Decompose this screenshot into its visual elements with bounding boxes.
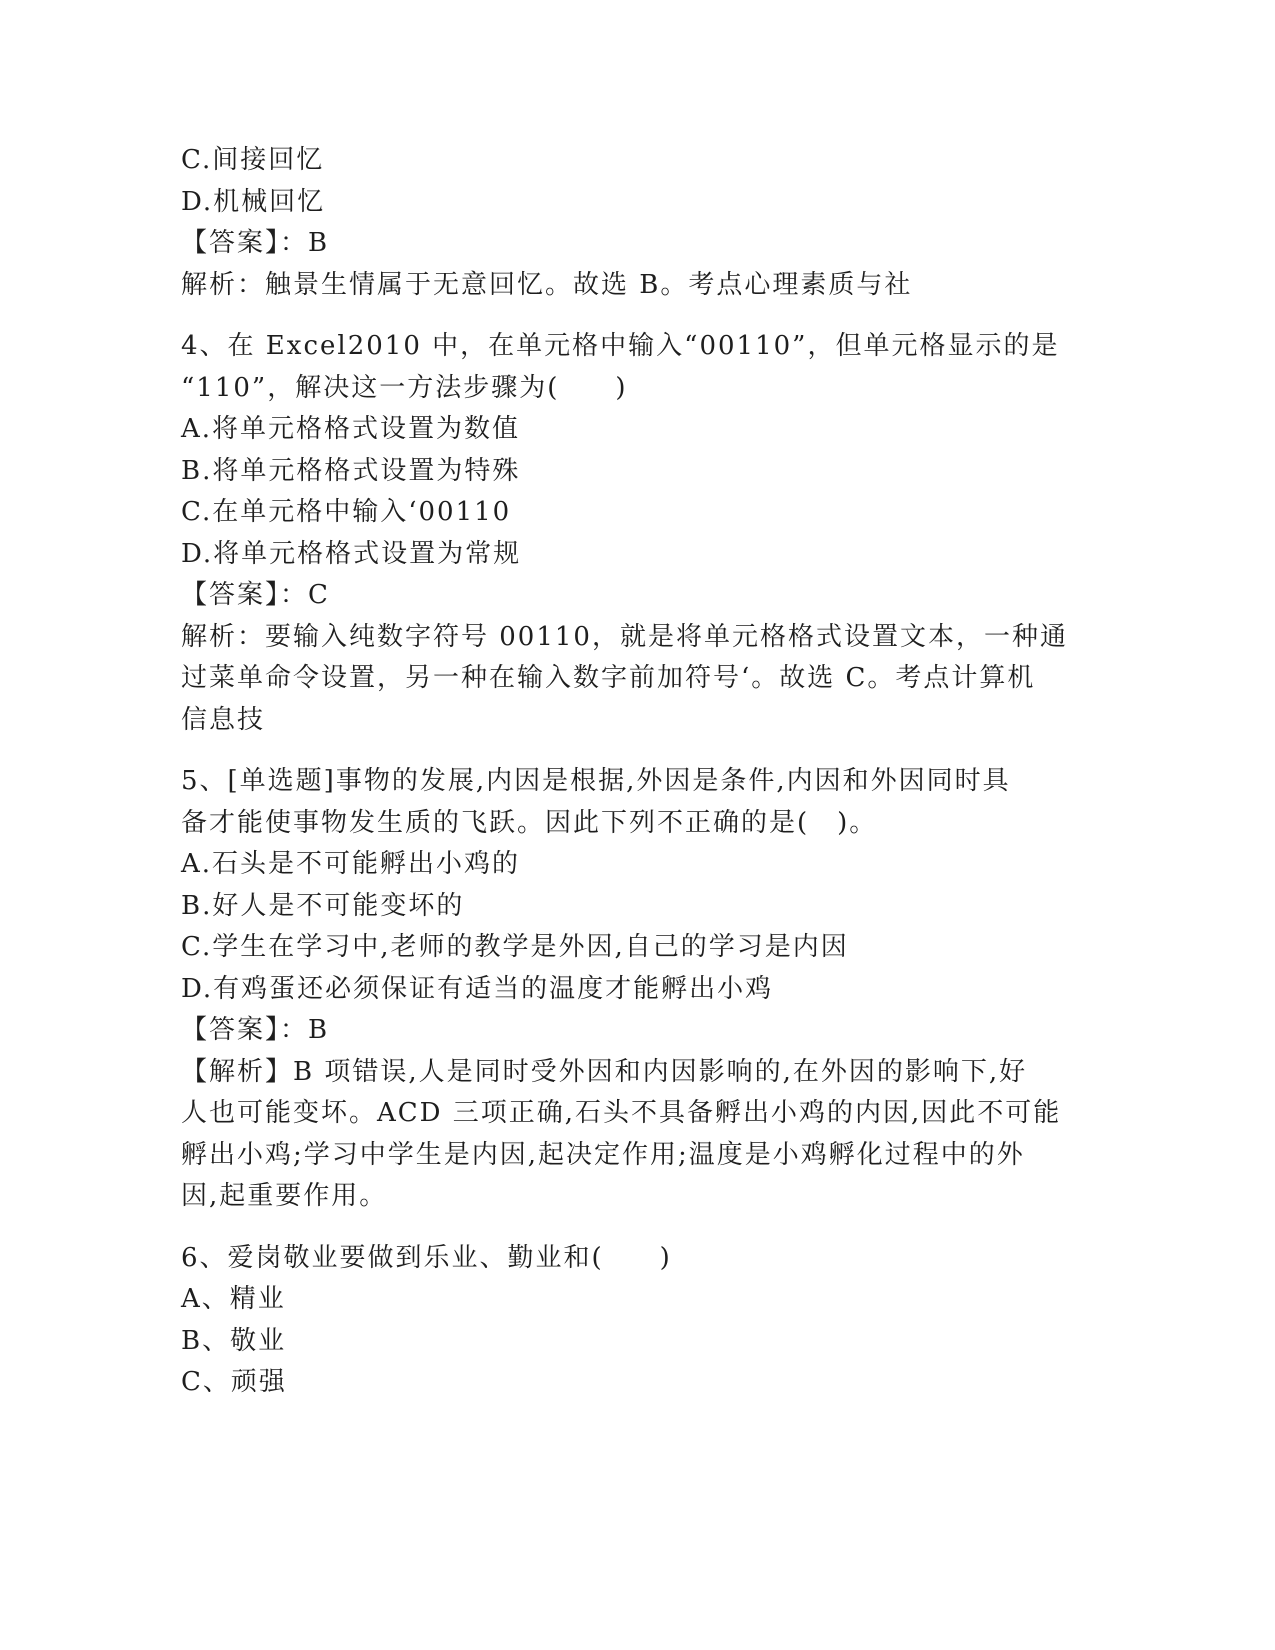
question-stem: “110”，解决这一方法步骤为( ) [181,372,628,403]
answer: 【答案】：B [181,228,330,258]
document-page [181,140,1068,1404]
question-stem: 4、在 Excel2010 中，在单元格中输入“00110”，但单元格显示的是 [181,331,1060,361]
question-stem: 5、[单选题]事物的发展,内因是根据,外因是条件,内因和外因同时具 [181,766,1011,796]
analysis: 人也可能变坏。ACD 三项正确,石头不具备孵出小鸡的内因,因此不可能 [181,1098,1062,1128]
question-5 [181,761,1061,1218]
option-d: D.有鸡蛋还必须保证有适当的温度才能孵出小鸡 [181,973,774,1004]
analysis: 孵出小鸡;学习中学生是内因,起决定作用;温度是小鸡孵化过程中的外 [181,1139,1025,1170]
analysis: 解析：触景生情属于无意回忆。故选 B。考点心理素质与社 [181,269,913,300]
option-d: D.将单元格格式设置为常规 [181,538,522,569]
analysis: 解析：要输入纯数字符号 00110，就是将单元格格式设置文本，一种通 [181,621,1068,652]
question-stem: 备才能使事物发生质的飞跃。因此下列不正确的是( )。 [181,807,878,838]
option-c: C.在单元格中输入‘00110 [181,497,512,527]
analysis: 信息技 [181,704,266,735]
analysis: 过菜单命令设置，另一种在输入数字前加符号‘。故选 C。考点计算机 [181,663,1036,693]
option-d: D.机械回忆 [181,186,326,217]
question-3-tail [181,140,1061,306]
answer: 【答案】：C [181,580,330,610]
question-gap [181,1218,1061,1238]
option-c: C、顽强 [181,1367,287,1397]
option-b: B、敬业 [181,1325,287,1356]
analysis: 【解析】B 项错误,人是同时受外因和内因影响的,在外因的影响下,好 [181,1056,1028,1087]
question-gap [181,306,1061,326]
answer: 【答案】：B [181,1015,330,1045]
option-a: A、精业 [181,1284,286,1314]
question-gap [181,741,1061,761]
option-b: B.好人是不可能变坏的 [181,890,465,921]
option-a: A.石头是不可能孵出小鸡的 [181,849,521,879]
analysis: 因,起重要作用。 [181,1181,388,1211]
option-a: A.将单元格格式设置为数值 [181,414,521,444]
question-stem: 6、爱岗敬业要做到乐业、勤业和( ) [181,1242,672,1273]
question-6 [181,1238,1061,1404]
question-4 [181,326,1068,741]
option-b: B.将单元格格式设置为特殊 [181,455,521,486]
option-c: C.间接回忆 [181,145,325,175]
option-c: C.学生在学习中,老师的教学是外因,自己的学习是内因 [181,932,849,962]
